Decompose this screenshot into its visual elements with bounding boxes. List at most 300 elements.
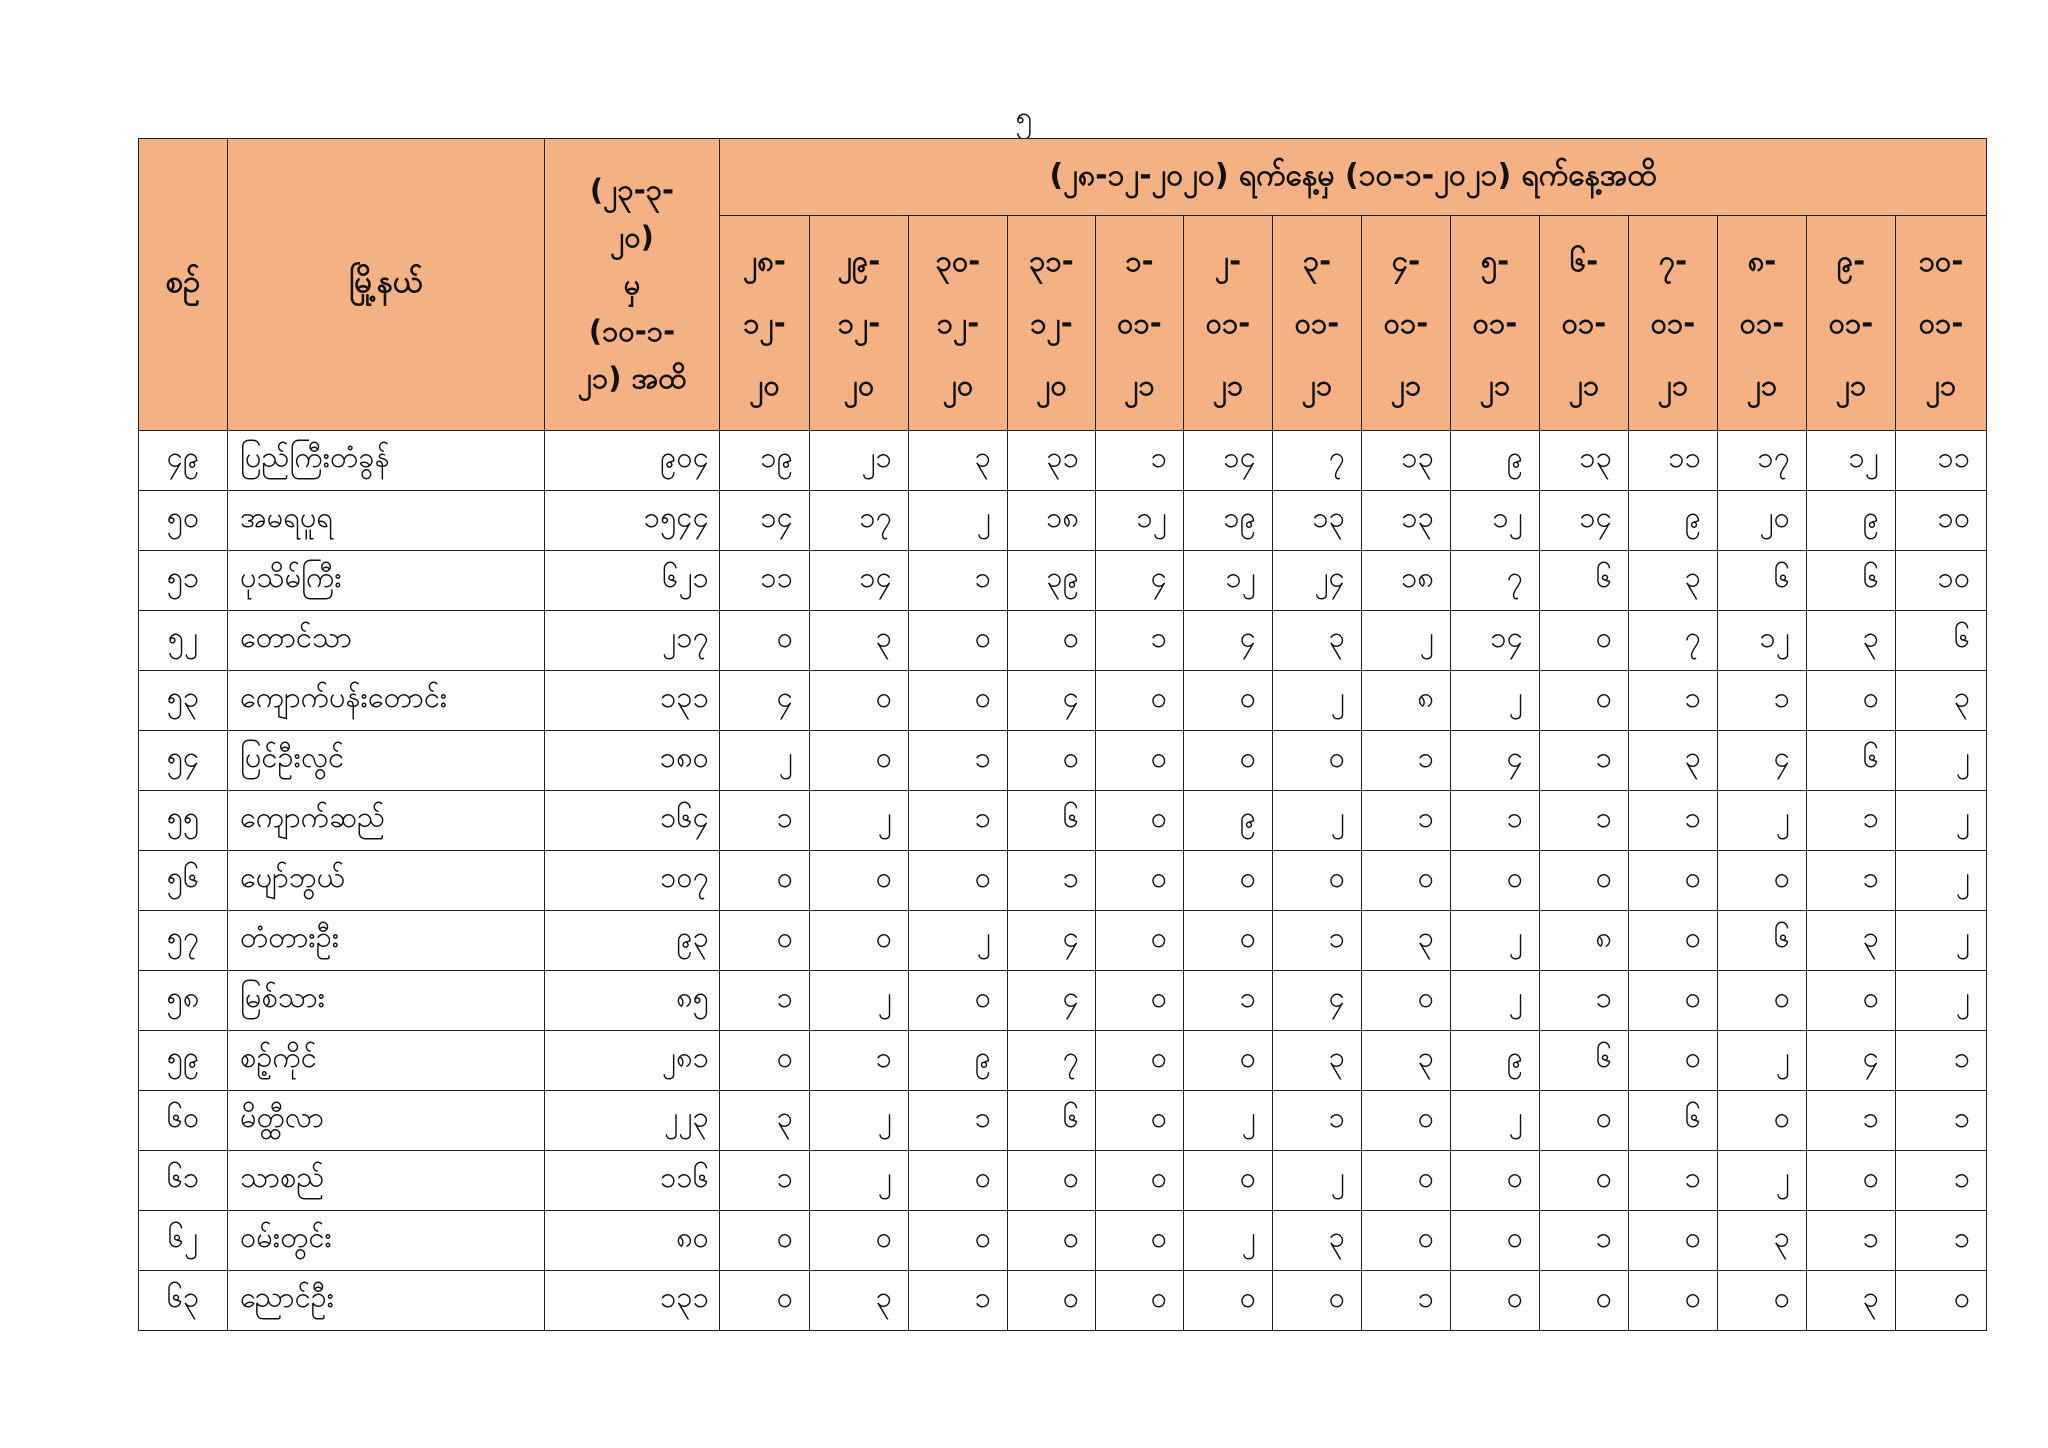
daily-value-cell: ၁၇: [1718, 431, 1807, 491]
daily-value-cell: ၁၄: [810, 551, 909, 611]
cumulative-total-cell: ၁၀၇: [545, 851, 720, 911]
daily-value-cell: ၁၈: [1362, 551, 1451, 611]
serial-no-cell: ၅၅: [139, 791, 228, 851]
township-cell: ပြည်ကြီးတံခွန်: [228, 431, 545, 491]
date-line: ၀၁-: [1739, 306, 1785, 340]
daily-value-cell: ၁: [1629, 791, 1718, 851]
header-date: [909, 216, 1008, 431]
daily-value-cell: ၂: [1718, 1151, 1807, 1211]
daily-value-cell: ၀: [1629, 1031, 1718, 1091]
cumulative-total-cell: ၁၆၄: [545, 791, 720, 851]
daily-value-cell: ၈: [1362, 671, 1451, 731]
daily-value-cell: ၂: [720, 731, 810, 791]
date-line: ၀၁-: [1205, 306, 1251, 340]
daily-value-cell: ၁: [1184, 971, 1273, 1031]
daily-value-cell: ၀: [720, 911, 810, 971]
date-line: ၁၂-: [936, 306, 980, 340]
date-line: ၂၀: [1036, 368, 1067, 402]
daily-value-cell: ၀: [1718, 971, 1807, 1031]
daily-value-cell: ၆: [1718, 551, 1807, 611]
daily-value-cell: ၀: [1807, 671, 1896, 731]
period-line: ၂၀): [610, 220, 654, 254]
daily-value-cell: ၁: [1896, 1211, 1987, 1271]
daily-value-cell: ၃: [1807, 1271, 1896, 1331]
daily-value-cell: ၁၉: [1184, 491, 1273, 551]
daily-value-cell: ၁: [1629, 1151, 1718, 1211]
daily-value-cell: ၀: [810, 851, 909, 911]
daily-value-cell: ၃: [1273, 1031, 1362, 1091]
cumulative-total-cell: ၁၃၁: [545, 671, 720, 731]
daily-value-cell: ၀: [1096, 1151, 1184, 1211]
daily-value-cell: ၆: [1718, 911, 1807, 971]
daily-value-cell: ၃: [1362, 1031, 1451, 1091]
daily-value-cell: ၇: [1008, 1031, 1096, 1091]
table-row: [139, 1031, 1987, 1091]
cumulative-total-cell: ၂၈၁: [545, 1031, 720, 1091]
daily-value-cell: ၂: [1451, 911, 1540, 971]
table-row: [139, 491, 1987, 551]
date-line: ၂၀: [749, 368, 780, 402]
daily-value-cell: ၀: [909, 611, 1008, 671]
daily-value-cell: ၉: [1184, 791, 1273, 851]
table-row: [139, 1151, 1987, 1211]
daily-value-cell: ၁: [909, 731, 1008, 791]
daily-value-cell: ၀: [1629, 1211, 1718, 1271]
daily-value-cell: ၁: [1540, 731, 1629, 791]
daily-value-cell: ၀: [1540, 851, 1629, 911]
serial-no-cell: ၅၀: [139, 491, 228, 551]
date-line: ၁-: [1125, 244, 1154, 278]
daily-value-cell: ၀: [1451, 1211, 1540, 1271]
daily-value-cell: ၉: [1807, 491, 1896, 551]
header-daily-range: (၂၈-၁၂-၂၀၂၀) ရက်နေ့မှ (၁၀-၁-၂၀၂၁) ရက်နေ့အထိ: [720, 139, 1987, 216]
daily-value-cell: ၀: [1718, 1271, 1807, 1331]
daily-value-cell: ၀: [1008, 611, 1096, 671]
serial-no-cell: ၆၃: [139, 1271, 228, 1331]
serial-no-cell: ၅၂: [139, 611, 228, 671]
daily-value-cell: ၀: [1096, 1211, 1184, 1271]
township-cell: တောင်သာ: [228, 611, 545, 671]
daily-value-cell: ၀: [810, 911, 909, 971]
daily-value-cell: ၁: [1807, 791, 1896, 851]
header-date: [1096, 216, 1184, 431]
daily-value-cell: ၁: [909, 551, 1008, 611]
serial-no-cell: ၆၀: [139, 1091, 228, 1151]
daily-value-cell: ၁: [909, 791, 1008, 851]
date-line: ၂၁: [1301, 368, 1333, 402]
date-line: ၂-: [1214, 244, 1242, 278]
daily-value-cell: ၁၄: [1184, 431, 1273, 491]
township-cell: မြစ်သား: [228, 971, 545, 1031]
daily-value-cell: ၁၇: [810, 491, 909, 551]
daily-value-cell: ၂: [1718, 791, 1807, 851]
date-line: ၂၀: [843, 368, 875, 402]
daily-value-cell: ၁: [1096, 611, 1184, 671]
daily-value-cell: ၂: [1273, 671, 1362, 731]
date-line: ၂၁: [1212, 368, 1244, 402]
daily-value-cell: ၀: [720, 851, 810, 911]
serial-no-cell: ၅၁: [139, 551, 228, 611]
daily-value-cell: ၂: [1896, 971, 1987, 1031]
cumulative-total-cell: ၉၃: [545, 911, 720, 971]
table-row: [139, 911, 1987, 971]
daily-value-cell: ၃: [1629, 731, 1718, 791]
date-line: ၀၁-: [1294, 306, 1340, 340]
daily-value-cell: ၀: [909, 851, 1008, 911]
daily-value-cell: ၀: [1540, 1091, 1629, 1151]
daily-value-cell: ၁: [1008, 851, 1096, 911]
date-line: ၃၀-: [935, 244, 981, 278]
daily-value-cell: ၀: [1896, 1271, 1987, 1331]
date-line: ၀၁-: [1472, 306, 1518, 340]
daily-value-cell: ၁၄: [1540, 491, 1629, 551]
daily-value-cell: ၁၄: [1451, 611, 1540, 671]
date-line: ၇-: [1658, 244, 1688, 278]
daily-value-cell: ၂: [1451, 971, 1540, 1031]
date-line: ၀၁-: [1561, 306, 1607, 340]
table-row: [139, 731, 1987, 791]
daily-value-cell: ၂: [810, 791, 909, 851]
daily-value-cell: ၀: [909, 1151, 1008, 1211]
daily-value-cell: ၁: [909, 1271, 1008, 1331]
date-line: ၂၁: [1390, 368, 1422, 402]
daily-value-cell: ၂: [1362, 611, 1451, 671]
daily-value-cell: ၀: [720, 1211, 810, 1271]
daily-value-cell: ၀: [810, 671, 909, 731]
cumulative-total-cell: ၁၃၁: [545, 1271, 720, 1331]
daily-value-cell: ၂: [810, 1151, 909, 1211]
daily-value-cell: ၀: [1008, 731, 1096, 791]
serial-no-cell: ၆၂: [139, 1211, 228, 1271]
daily-value-cell: ၂: [1273, 791, 1362, 851]
page-number: ၅: [1015, 100, 1033, 135]
daily-value-cell: ၁: [1540, 791, 1629, 851]
daily-value-cell: ၂: [1273, 1151, 1362, 1211]
period-line: (၁၀-၁-: [588, 314, 676, 348]
daily-value-cell: ၀: [810, 1211, 909, 1271]
daily-value-cell: ၂: [810, 971, 909, 1031]
date-line: ၂၁: [1568, 368, 1600, 402]
daily-value-cell: ၁: [1540, 1211, 1629, 1271]
header-date: [1008, 216, 1096, 431]
daily-value-cell: ၀: [1184, 1151, 1273, 1211]
serial-no-cell: ၅၉: [139, 1031, 228, 1091]
daily-value-cell: ၃: [810, 611, 909, 671]
daily-value-cell: ၀: [1096, 1031, 1184, 1091]
serial-no-cell: ၆၁: [139, 1151, 228, 1211]
daily-value-cell: ၂၁: [810, 431, 909, 491]
date-line: ၀၁-: [1383, 306, 1429, 340]
daily-value-cell: ၂: [1184, 1211, 1273, 1271]
date-line: ၄-: [1391, 244, 1421, 278]
daily-value-cell: ၄: [720, 671, 810, 731]
township-cell: အမရပူရ: [228, 491, 545, 551]
cumulative-total-cell: ၉၀၄: [545, 431, 720, 491]
daily-value-cell: ၀: [1362, 851, 1451, 911]
daily-value-cell: ၀: [1096, 791, 1184, 851]
cumulative-total-cell: ၈၀: [545, 1211, 720, 1271]
daily-value-cell: ၀: [1451, 1271, 1540, 1331]
township-cell: ပျော်ဘွယ်: [228, 851, 545, 911]
date-line: ၂၁: [1746, 368, 1778, 402]
daily-value-cell: ၁: [1362, 731, 1451, 791]
daily-value-cell: ၃: [810, 1271, 909, 1331]
daily-value-cell: ၁: [1362, 1271, 1451, 1331]
daily-value-cell: ၂: [1451, 671, 1540, 731]
daily-value-cell: ၀: [1096, 971, 1184, 1031]
date-line: ၂၀: [942, 368, 974, 402]
date-line: ၂၈-: [743, 244, 786, 278]
header-date: [1807, 216, 1896, 431]
date-line: ၂၁: [1925, 368, 1957, 402]
table-row: [139, 1211, 1987, 1271]
daily-value-cell: ၀: [1362, 1151, 1451, 1211]
daily-value-cell: ၂: [909, 491, 1008, 551]
township-cell: ဝမ်းတွင်း: [228, 1211, 545, 1271]
daily-value-cell: ၀: [1540, 671, 1629, 731]
daily-value-cell: ၆: [1540, 1031, 1629, 1091]
table-body: [139, 431, 1987, 1331]
header-date: [1273, 216, 1362, 431]
period-line: မှ: [623, 267, 641, 301]
daily-value-cell: ၄: [1008, 971, 1096, 1031]
period-line: (၂၃-၃-: [589, 173, 675, 207]
daily-value-cell: ၂: [1184, 1091, 1273, 1151]
daily-value-cell: ၇: [1451, 551, 1540, 611]
daily-value-cell: ၁၀: [1896, 491, 1987, 551]
daily-value-cell: ၀: [1008, 1151, 1096, 1211]
daily-value-cell: ၀: [1096, 911, 1184, 971]
township-cell: စဉ့်ကိုင်: [228, 1031, 545, 1091]
date-line: ၉-: [1836, 244, 1866, 278]
daily-value-cell: ၁: [720, 791, 810, 851]
township-cell: ပြင်ဦးလွင်: [228, 731, 545, 791]
serial-no-cell: ၅၇: [139, 911, 228, 971]
table-row: [139, 671, 1987, 731]
daily-value-cell: ၃: [1629, 551, 1718, 611]
daily-value-cell: ၆: [1896, 611, 1987, 671]
daily-value-cell: ၃: [1718, 1211, 1807, 1271]
daily-value-cell: ၁: [1273, 911, 1362, 971]
daily-value-cell: ၁၂: [1451, 491, 1540, 551]
header-date: [1451, 216, 1540, 431]
daily-value-cell: ၁: [1362, 791, 1451, 851]
daily-value-cell: ၁: [1451, 791, 1540, 851]
daily-value-cell: ၁၃: [1540, 431, 1629, 491]
daily-value-cell: ၁၁: [1629, 431, 1718, 491]
daily-value-cell: ၀: [909, 671, 1008, 731]
header-township: မြို့နယ်: [228, 139, 545, 431]
date-line: ၂၁: [1657, 368, 1689, 402]
township-cell: ညောင်ဦး: [228, 1271, 545, 1331]
date-line: ၂၁: [1479, 368, 1511, 402]
daily-value-cell: ၀: [909, 1211, 1008, 1271]
daily-value-cell: ၀: [909, 971, 1008, 1031]
daily-value-cell: ၀: [1096, 671, 1184, 731]
header-date: [1896, 216, 1987, 431]
daily-value-cell: ၂၄: [1273, 551, 1362, 611]
cumulative-total-cell: ၆၂၁: [545, 551, 720, 611]
cumulative-total-cell: ၁၅၄၄: [545, 491, 720, 551]
date-line: ၂၁: [1124, 368, 1155, 402]
table-row: [139, 1091, 1987, 1151]
daily-value-cell: ၁၉: [720, 431, 810, 491]
daily-value-cell: ၂: [1718, 1031, 1807, 1091]
daily-value-cell: ၀: [1273, 731, 1362, 791]
daily-value-cell: ၁: [1540, 971, 1629, 1031]
daily-value-cell: ၄: [1008, 911, 1096, 971]
daily-value-cell: ၂: [810, 1091, 909, 1151]
date-line: ၀၁-: [1828, 306, 1874, 340]
daily-value-cell: ၄: [1096, 551, 1184, 611]
daily-value-cell: ၀: [1096, 1271, 1184, 1331]
daily-value-cell: ၀: [720, 611, 810, 671]
daily-value-cell: ၄: [1273, 971, 1362, 1031]
date-line: ၃-: [1302, 244, 1332, 278]
daily-value-cell: ၀: [1362, 971, 1451, 1031]
daily-value-cell: ၉: [909, 1031, 1008, 1091]
daily-value-cell: ၁: [1896, 1031, 1987, 1091]
daily-value-cell: ၁၀: [1896, 551, 1987, 611]
cumulative-total-cell: ၂၁၇: [545, 611, 720, 671]
table-row: [139, 971, 1987, 1031]
daily-value-cell: ၁: [720, 1151, 810, 1211]
daily-value-cell: ၀: [1184, 851, 1273, 911]
daily-value-cell: ၀: [1184, 731, 1273, 791]
date-line: ၅-: [1480, 244, 1510, 278]
daily-value-cell: ၁၂: [1807, 431, 1896, 491]
header-date: [720, 216, 810, 431]
daily-value-cell: ၃၁: [1008, 431, 1096, 491]
daily-value-cell: ၀: [1629, 971, 1718, 1031]
period-line: ၂၁) အထိ: [577, 361, 687, 395]
daily-value-cell: ၀: [1451, 1151, 1540, 1211]
date-line: ၁၂-: [1030, 306, 1073, 340]
date-line: ၆-: [1569, 244, 1599, 278]
serial-no-cell: ၄၉: [139, 431, 228, 491]
daily-value-cell: ၁: [1096, 431, 1184, 491]
date-line: ၂၁: [1835, 368, 1867, 402]
township-cell: ကျောက်ဆည်: [228, 791, 545, 851]
header-row-top: [139, 139, 1987, 216]
daily-value-cell: ၂: [1451, 1091, 1540, 1151]
daily-value-cell: ၀: [1718, 1091, 1807, 1151]
daily-value-cell: ၆: [1807, 731, 1896, 791]
daily-value-cell: ၁: [1896, 1151, 1987, 1211]
header-date: [1540, 216, 1629, 431]
daily-value-cell: ၀: [1807, 971, 1896, 1031]
daily-value-cell: ၄: [1451, 731, 1540, 791]
date-line: ၀၁-: [1918, 306, 1964, 340]
table-row: [139, 851, 1987, 911]
daily-value-cell: ၂: [1896, 791, 1987, 851]
table-row: [139, 791, 1987, 851]
daily-value-cell: ၁: [1273, 1091, 1362, 1151]
date-line: ၁၂-: [837, 306, 881, 340]
daily-value-cell: ၁၃: [1273, 491, 1362, 551]
daily-value-cell: ၁၂: [1096, 491, 1184, 551]
date-line: ၀၁-: [1117, 306, 1162, 340]
daily-value-cell: ၂၀: [1718, 491, 1807, 551]
daily-value-cell: ၀: [720, 1031, 810, 1091]
daily-value-cell: ၁၃: [1362, 491, 1451, 551]
daily-value-cell: ၉: [1629, 491, 1718, 551]
daily-value-cell: ၀: [1008, 1271, 1096, 1331]
daily-value-cell: ၁၂: [1718, 611, 1807, 671]
daily-value-cell: ၀: [1540, 1271, 1629, 1331]
date-line: ၁၂-: [743, 306, 786, 340]
township-cell: ကျောက်ပန်းတောင်း: [228, 671, 545, 731]
daily-value-cell: ၁၁: [1896, 431, 1987, 491]
daily-value-cell: ၉: [1451, 431, 1540, 491]
header-date: [1362, 216, 1451, 431]
daily-value-cell: ၁: [720, 971, 810, 1031]
daily-value-cell: ၀: [1096, 851, 1184, 911]
daily-value-cell: ၀: [1184, 1031, 1273, 1091]
daily-value-cell: ၀: [1451, 851, 1540, 911]
daily-value-cell: ၀: [1629, 1271, 1718, 1331]
daily-value-cell: ၁၈: [1008, 491, 1096, 551]
cumulative-total-cell: ၂၂၃: [545, 1091, 720, 1151]
daily-value-cell: ၄: [1008, 671, 1096, 731]
date-line: ၀၁-: [1650, 306, 1696, 340]
daily-value-cell: ၀: [1540, 611, 1629, 671]
cumulative-total-cell: ၁၁၆: [545, 1151, 720, 1211]
daily-value-cell: ၂: [909, 911, 1008, 971]
header-date: [810, 216, 909, 431]
daily-value-cell: ၀: [1184, 671, 1273, 731]
daily-value-cell: ၃: [909, 431, 1008, 491]
serial-no-cell: ၅၃: [139, 671, 228, 731]
serial-no-cell: ၅၆: [139, 851, 228, 911]
daily-value-cell: ၀: [810, 731, 909, 791]
daily-value-cell: ၆: [1540, 551, 1629, 611]
daily-value-cell: ၁၃: [1362, 431, 1451, 491]
daily-value-cell: ၆: [1008, 1091, 1096, 1151]
township-cell: သာစည်: [228, 1151, 545, 1211]
daily-value-cell: ၂: [1896, 851, 1987, 911]
daily-value-cell: ၇: [1629, 611, 1718, 671]
daily-value-cell: ၇: [1273, 431, 1362, 491]
daily-value-cell: ၃: [720, 1091, 810, 1151]
daily-value-cell: ၃: [1362, 911, 1451, 971]
daily-value-cell: ၁၂: [1184, 551, 1273, 611]
daily-value-cell: ၁: [1896, 1091, 1987, 1151]
daily-value-cell: ၆: [1807, 551, 1896, 611]
date-line: ၃၁-: [1029, 244, 1074, 278]
township-cell: ပုသိမ်ကြီး: [228, 551, 545, 611]
daily-value-cell: ၀: [720, 1271, 810, 1331]
daily-value-cell: ၃: [1807, 911, 1896, 971]
daily-value-cell: ၀: [1273, 1271, 1362, 1331]
header-date: [1629, 216, 1718, 431]
cumulative-total-cell: ၁၈၀: [545, 731, 720, 791]
township-cell: တံတားဦး: [228, 911, 545, 971]
daily-value-cell: ၁: [909, 1091, 1008, 1151]
table-row: [139, 611, 1987, 671]
daily-value-cell: ၁: [1718, 671, 1807, 731]
daily-value-cell: ၀: [1184, 911, 1273, 971]
daily-value-cell: ၀: [1184, 1271, 1273, 1331]
daily-value-cell: ၃: [1273, 611, 1362, 671]
daily-value-cell: ၀: [1718, 851, 1807, 911]
daily-value-cell: ၄: [1184, 611, 1273, 671]
daily-value-cell: ၁: [810, 1031, 909, 1091]
daily-value-cell: ၁: [1807, 1091, 1896, 1151]
daily-value-cell: ၃၉: [1008, 551, 1096, 611]
daily-value-cell: ၉: [1451, 1031, 1540, 1091]
daily-value-cell: ၀: [1008, 1211, 1096, 1271]
